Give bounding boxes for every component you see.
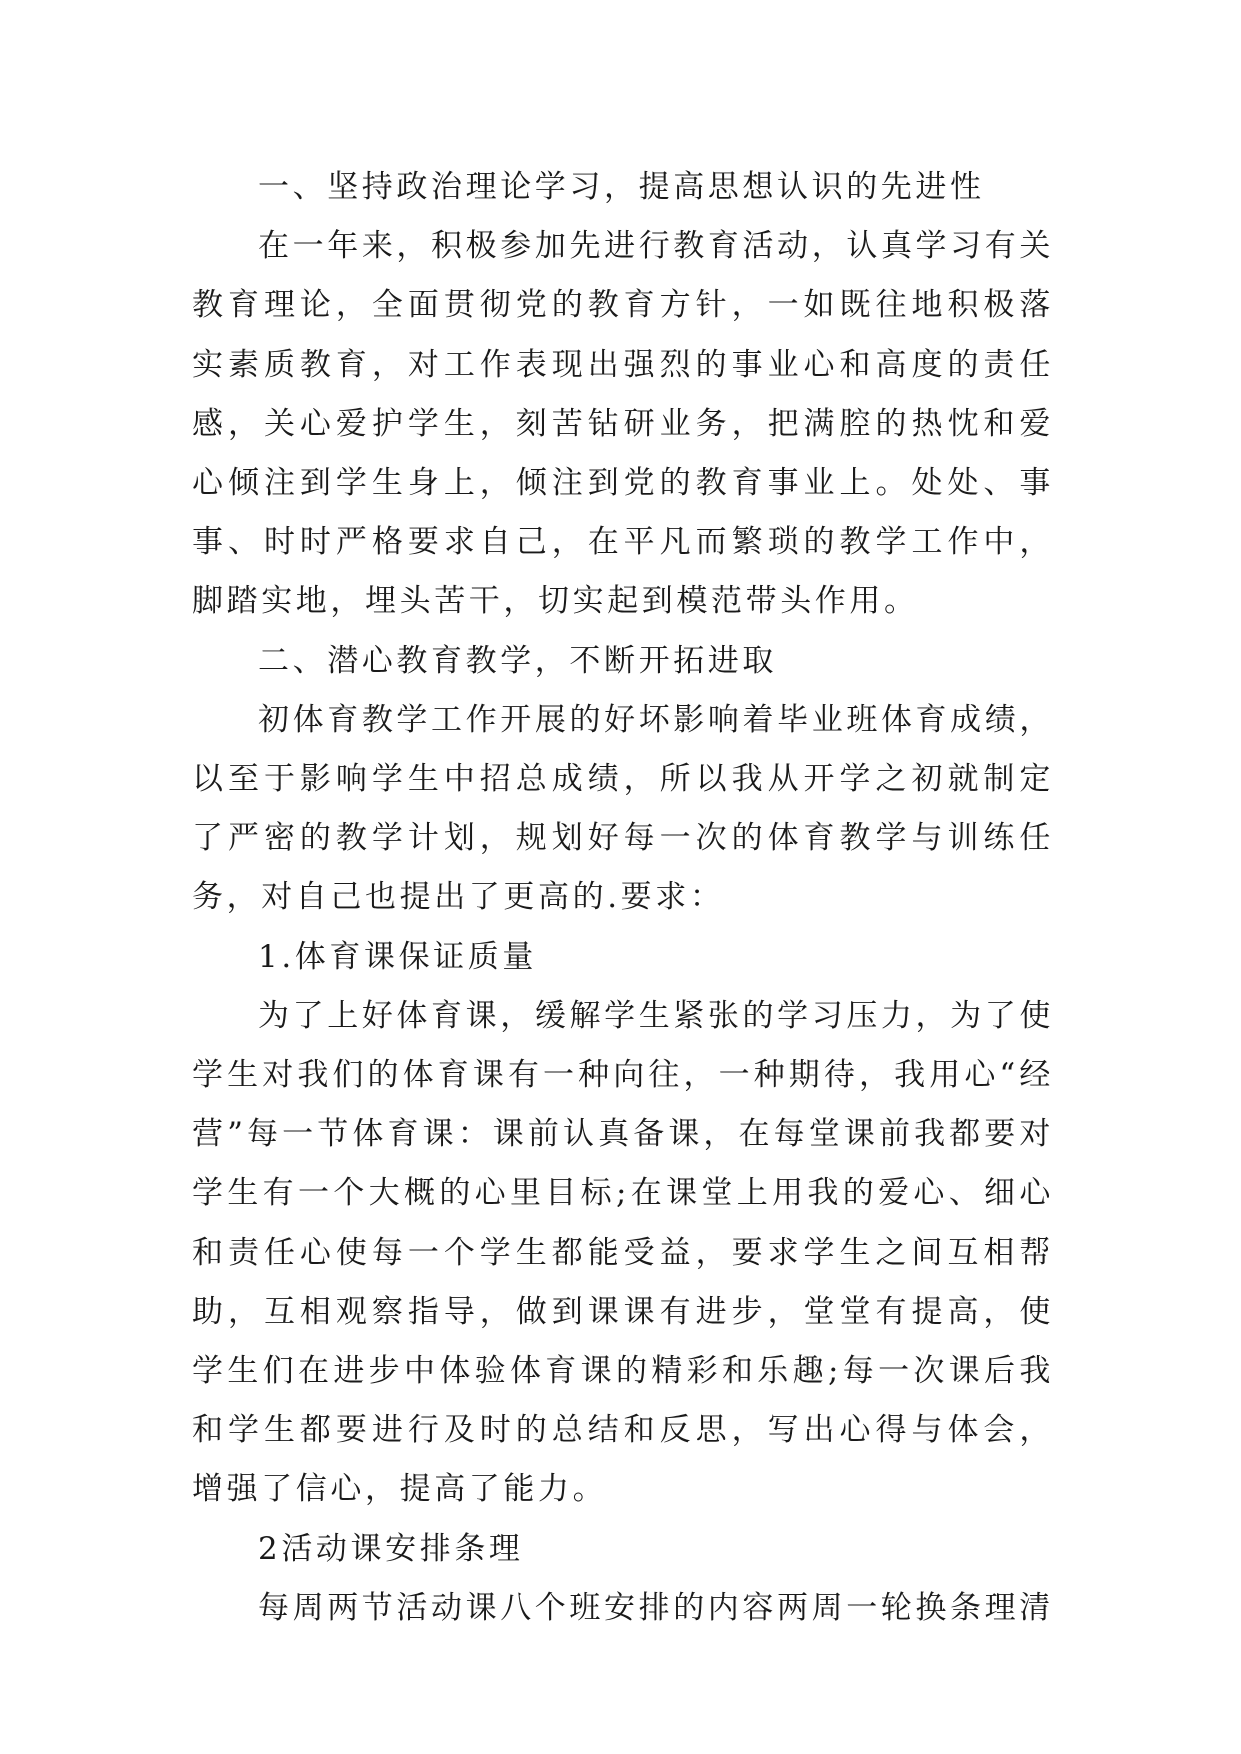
document-body xyxy=(192,158,1054,1638)
body-paragraph: 为了上好体育课，缓解学生紧张的学习压力，为了使学生对我们的体育课有一种向往，一种期待，我用心“经营”每一节体育课：课前认真备课，在每堂课前我都要对学生有一个大概的心里目标;在课堂上用我的爱心、细心和责任心使每一个学生都能受益，要求学生之间互相帮助，互相观察指导，做到课课有进步，堂堂有提高，使学生们在进步中体验体育课的精彩和乐趣;每一次课后我和学生都要进行及时的总结和反思，写出心得与体会，增强了信心，提高了能力。 xyxy=(192,997,1054,1508)
body-paragraph: 初体育教学工作开展的好坏影响着毕业班体育成绩，以至于影响学生中招总成绩，所以我从开学之初就制定了严密的教学计划，规划好每一次的体育教学与训练任务，对自己也提出了更高的.要求： xyxy=(192,701,1054,916)
subsection-heading-1: 1.体育课保证质量 xyxy=(258,938,537,975)
body-paragraph: 每周两节活动课八个班安排的内容两周一轮换条理清 xyxy=(258,1589,1054,1626)
section-heading-1: 一、坚持政治理论学习，提高思想认识的先进性 xyxy=(258,169,985,205)
section-heading-2: 二、潜心教育教学，不断开拓进取 xyxy=(258,642,777,679)
subsection-heading-2: 2活动课安排条理 xyxy=(258,1530,524,1567)
body-paragraph: 在一年来，积极参加先进行教育活动，认真学习有关教育理论，全面贯彻党的教育方针，一如既往地积极落实素质教育，对工作表现出强烈的事业心和高度的责任感，关心爱护学生，刻苦钻研业务，把满腔的热忱和爱心倾注到学生身上，倾注到党的教育事业上。处处、事事、时时严格要求自己，在平凡而繁琐的教学工作中，脚踏实地，埋头苦干，切实起到模范带头作用。 xyxy=(192,228,1054,620)
